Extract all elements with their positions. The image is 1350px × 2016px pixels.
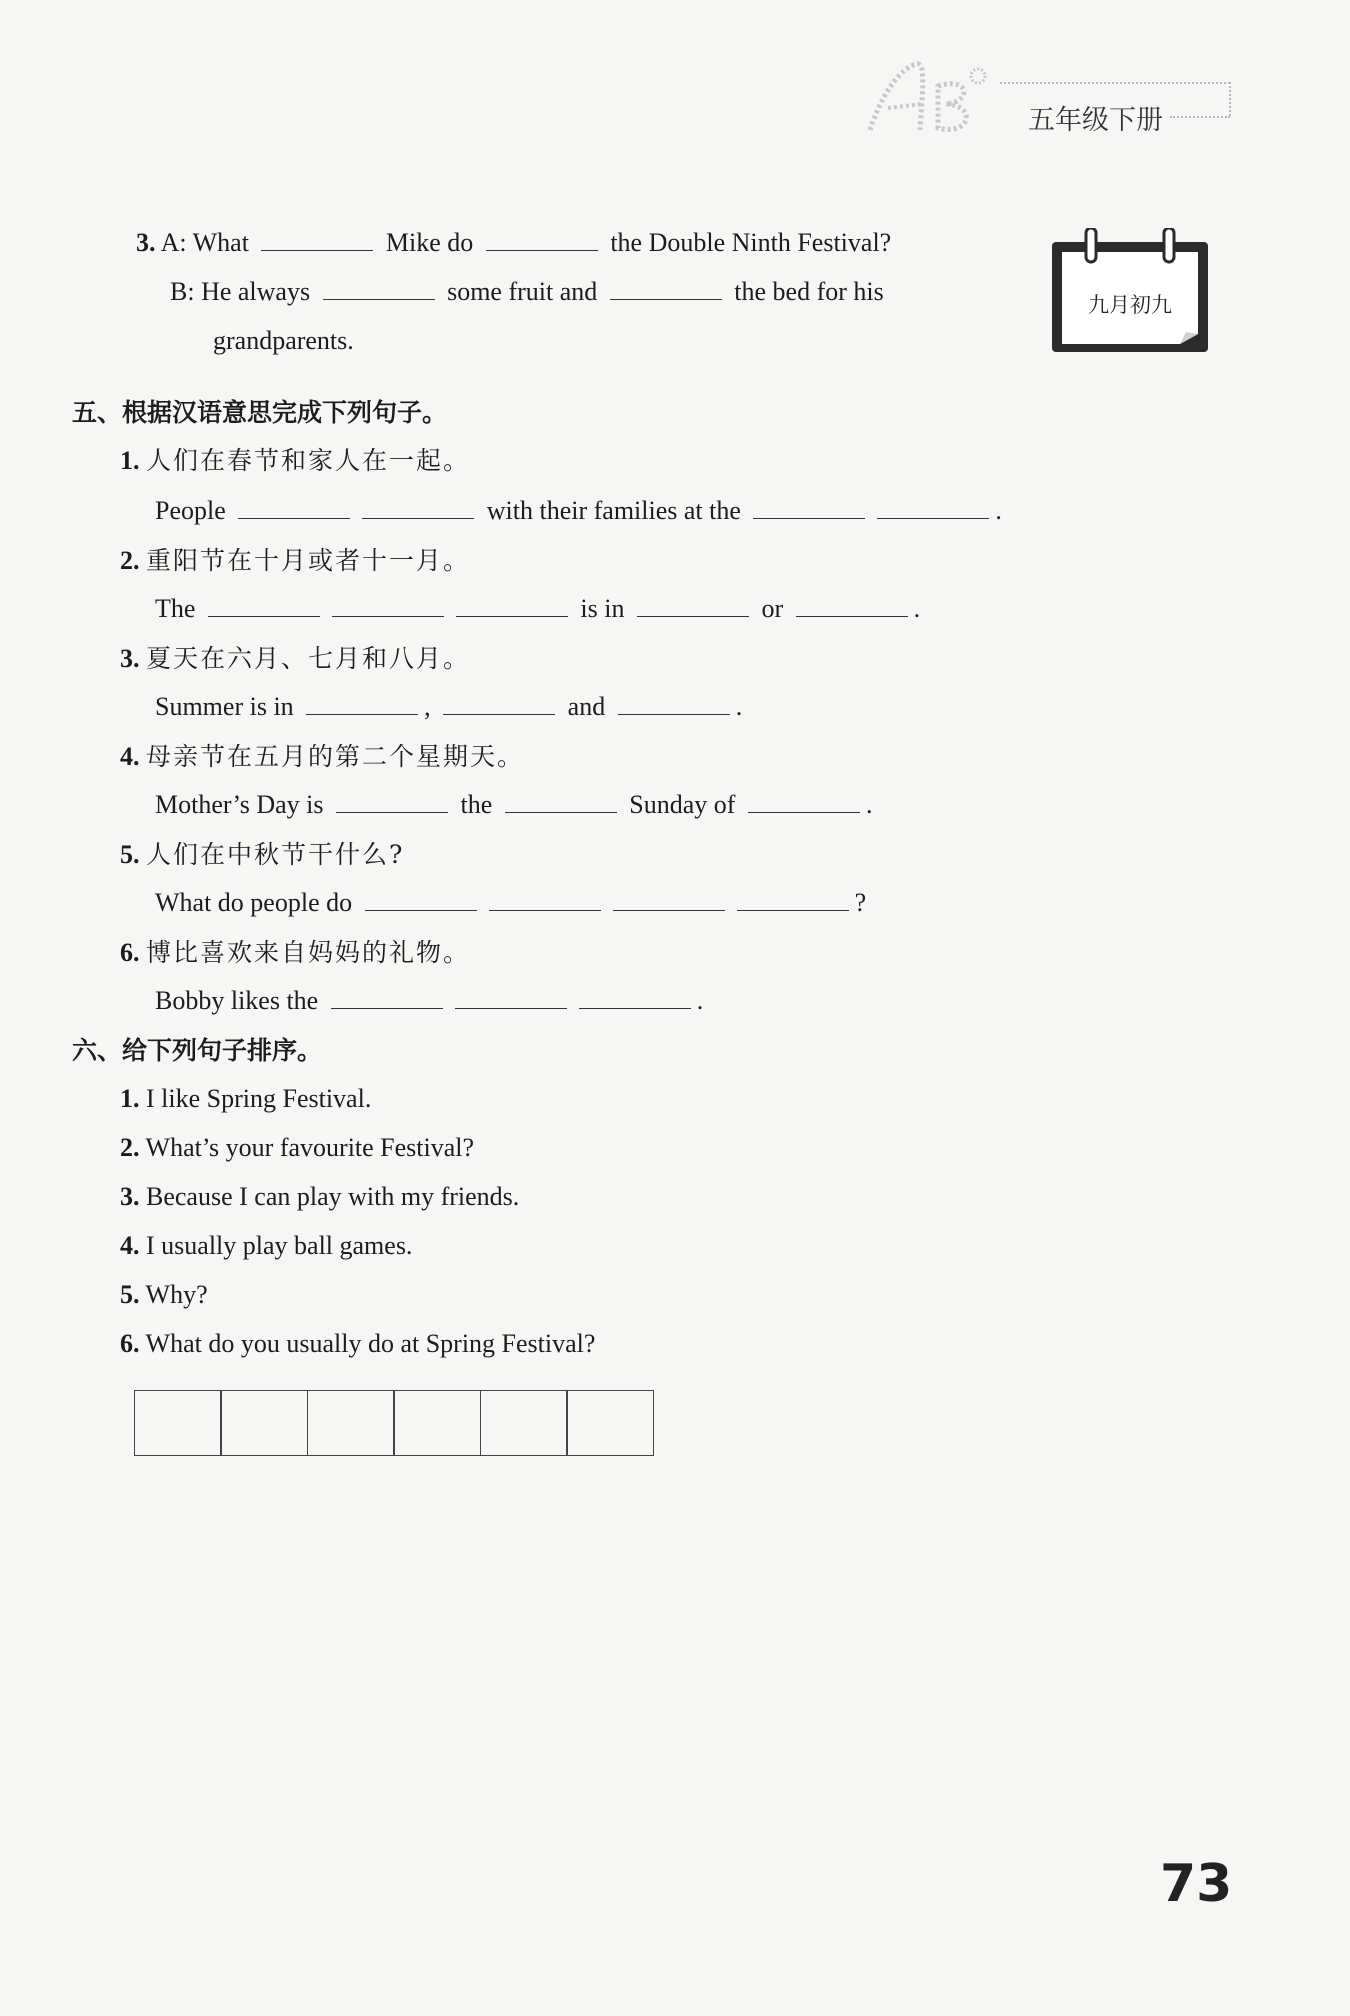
- question-zh: [120, 544, 470, 578]
- item-number: 3.: [120, 644, 140, 673]
- question-zh: [120, 444, 470, 478]
- sentence-text: .: [865, 790, 873, 819]
- sentence-text: .: [913, 594, 921, 623]
- answer-blank[interactable]: [579, 986, 691, 1009]
- answer-line: [155, 984, 703, 1018]
- sentence-text: the bed for his: [734, 277, 884, 306]
- answer-blank[interactable]: [365, 888, 477, 911]
- sentence-text: the: [460, 790, 493, 819]
- sentence-text: I usually play ball games.: [146, 1231, 413, 1260]
- item-number: 2.: [120, 546, 140, 575]
- sentence-text: What’s your favourite Festival?: [145, 1133, 475, 1162]
- answer-blank[interactable]: [443, 692, 555, 715]
- speaker-label: B:: [170, 277, 195, 306]
- sentence-text: Mother’s Day is: [155, 790, 324, 819]
- list-item: [120, 1278, 208, 1312]
- answer-blank[interactable]: [323, 277, 435, 300]
- list-item: [120, 1327, 595, 1361]
- item-number: 6.: [120, 1329, 140, 1358]
- answer-blank[interactable]: [610, 277, 722, 300]
- item-number: 5.: [120, 1280, 140, 1309]
- answer-blank[interactable]: [336, 790, 448, 813]
- answer-box[interactable]: [307, 1390, 395, 1456]
- dialogue-line-a: [136, 226, 891, 260]
- calendar-icon: [1048, 228, 1212, 356]
- answer-blank[interactable]: [208, 594, 320, 617]
- item-number: 4.: [120, 742, 140, 771]
- answer-line: [155, 788, 872, 822]
- calendar-date-text: 九月初九: [1088, 293, 1172, 317]
- question-zh: [120, 838, 404, 872]
- section-title: 五、根据汉语意思完成下列句子。: [72, 398, 448, 427]
- list-item: [120, 1180, 519, 1214]
- sentence-text: ?: [854, 888, 867, 917]
- item-number: 1.: [120, 446, 140, 475]
- answer-box[interactable]: [566, 1390, 654, 1456]
- sentence-text: ,: [424, 692, 431, 721]
- sentence-text: People: [155, 496, 226, 525]
- item-number: 3.: [120, 1182, 140, 1211]
- sentence-text: is in: [580, 594, 625, 623]
- answer-line: [155, 690, 742, 724]
- sentence-text: .: [696, 986, 704, 1015]
- item-number: 3.: [136, 228, 156, 257]
- answer-box[interactable]: [480, 1390, 568, 1456]
- sentence-text: I like Spring Festival.: [146, 1084, 372, 1113]
- list-item: [120, 1082, 371, 1116]
- answer-blank[interactable]: [332, 594, 444, 617]
- sentence-text: with their families at the: [486, 496, 741, 525]
- answer-blank[interactable]: [505, 790, 617, 813]
- item-number: 5.: [120, 840, 140, 869]
- chinese-prompt: 母亲节在五月的第二个星期天。: [146, 742, 525, 771]
- speaker-label: A:: [160, 228, 187, 257]
- answer-blank[interactable]: [637, 594, 749, 617]
- question-zh: [120, 936, 470, 970]
- question-zh: [120, 740, 524, 774]
- answer-blank[interactable]: [455, 986, 567, 1009]
- chinese-prompt: 人们在春节和家人在一起。: [146, 446, 471, 475]
- item-number: 4.: [120, 1231, 140, 1260]
- list-item: [120, 1229, 412, 1263]
- answer-box-row: [134, 1390, 654, 1456]
- dialogue-line-b: [170, 275, 884, 309]
- answer-blank[interactable]: [331, 986, 443, 1009]
- chinese-prompt: 夏天在六月、七月和八月。: [146, 644, 471, 673]
- sentence-text: the Double Ninth Festival?: [610, 228, 892, 257]
- answer-blank[interactable]: [456, 594, 568, 617]
- answer-blank[interactable]: [737, 888, 849, 911]
- answer-line: [155, 494, 1002, 528]
- chinese-prompt: 重阳节在十月或者十一月。: [146, 546, 471, 575]
- question-zh: [120, 642, 470, 676]
- answer-blank[interactable]: [306, 692, 418, 715]
- answer-box[interactable]: [393, 1390, 481, 1456]
- sentence-text: What do people do: [155, 888, 353, 917]
- sentence-text: What: [192, 228, 249, 257]
- item-number: 1.: [120, 1084, 140, 1113]
- header-rule: [1000, 82, 1230, 84]
- list-item: [120, 1131, 474, 1165]
- sentence-text: and: [567, 692, 606, 721]
- answer-blank[interactable]: [877, 496, 989, 519]
- sentence-text: .: [995, 496, 1002, 525]
- header-rule: [1170, 116, 1230, 118]
- answer-blank[interactable]: [753, 496, 865, 519]
- answer-line: [155, 886, 866, 920]
- sentence-text: Bobby likes the: [155, 986, 319, 1015]
- sentence-text: some fruit and: [447, 277, 598, 306]
- chinese-prompt: 博比喜欢来自妈妈的礼物。: [146, 938, 471, 967]
- answer-blank[interactable]: [238, 496, 350, 519]
- grade-label: 五年级下册: [1028, 105, 1163, 136]
- sentence-text: The: [155, 594, 196, 623]
- answer-blank[interactable]: [486, 228, 598, 251]
- sentence-text: .: [735, 692, 743, 721]
- sentence-text: He always: [201, 277, 311, 306]
- section-title: 六、给下列句子排序。: [72, 1036, 323, 1065]
- answer-box[interactable]: [220, 1390, 308, 1456]
- answer-box[interactable]: [134, 1390, 222, 1456]
- sentence-text: Sunday of: [629, 790, 736, 819]
- sentence-text: or: [761, 594, 784, 623]
- sentence-text: What do you usually do at Spring Festival?: [145, 1329, 596, 1358]
- sentence-text: Why?: [145, 1280, 208, 1309]
- sentence-text: Mike do: [385, 228, 474, 257]
- dialogue-line-b-continued: grandparents.: [213, 326, 354, 355]
- answer-line: [155, 592, 920, 626]
- answer-blank[interactable]: [489, 888, 601, 911]
- ab-logo-icon: [860, 58, 1000, 138]
- chinese-prompt: 人们在中秋节干什么?: [146, 840, 405, 869]
- sentence-text: Summer is in: [155, 692, 294, 721]
- answer-blank[interactable]: [613, 888, 725, 911]
- page-number: 73: [1160, 1854, 1233, 1914]
- sentence-text: Because I can play with my friends.: [146, 1182, 520, 1211]
- header-rule: [1229, 82, 1231, 116]
- answer-blank[interactable]: [796, 594, 908, 617]
- answer-blank[interactable]: [362, 496, 474, 519]
- answer-blank[interactable]: [261, 228, 373, 251]
- item-number: 2.: [120, 1133, 140, 1162]
- item-number: 6.: [120, 938, 140, 967]
- answer-blank[interactable]: [748, 790, 860, 813]
- answer-blank[interactable]: [618, 692, 730, 715]
